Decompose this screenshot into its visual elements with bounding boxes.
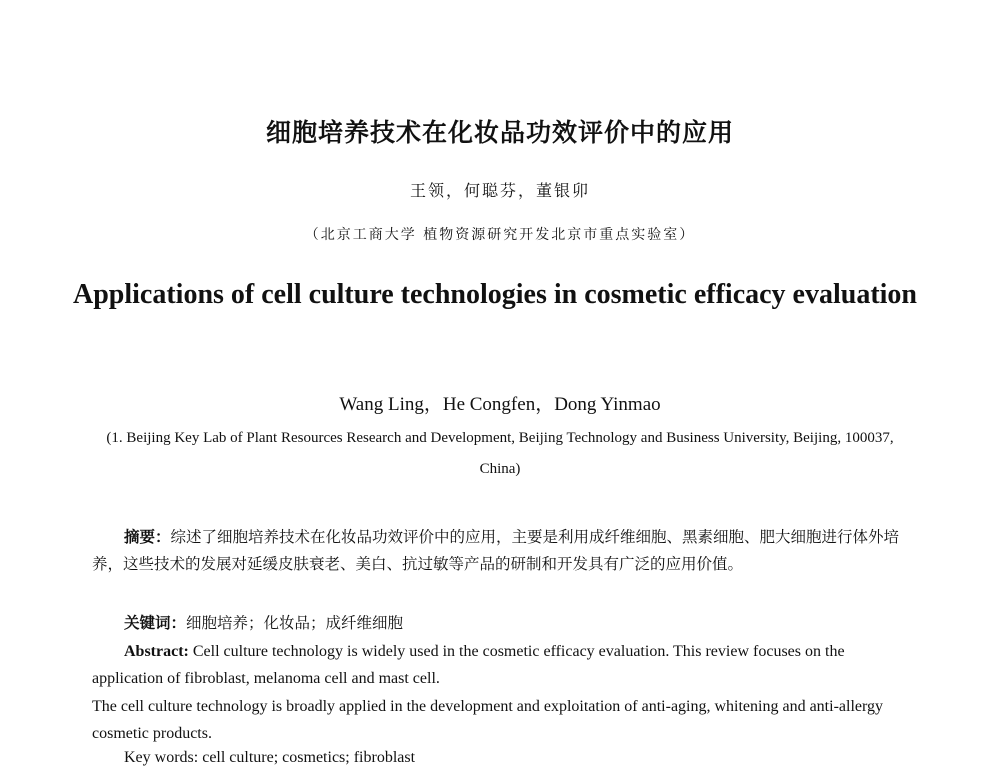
keywords-text-en: Key words: cell culture; cosmetics; fibroblast — [124, 749, 416, 766]
english-authors: Wang Ling，He Congfen，Dong Yinmao — [339, 394, 661, 415]
abstract-label-en: Abstract: — [124, 643, 189, 660]
chinese-title: 细胞培养技术在化妆品功效评价中的应用 — [265, 118, 734, 147]
chinese-affiliation: （北京工商大学 植物资源研究开发北京市重点实验室） — [304, 227, 696, 243]
english-abstract — [92, 638, 912, 692]
keywords-label-zh: 关键词： — [124, 613, 187, 632]
chinese-keywords — [92, 609, 912, 637]
abstract-text-en: Cell culture technology is widely used in the cosmetic efficacy evaluation. This review focuses on the application of fibroblast, melanoma cell and mast cell. — [92, 643, 845, 687]
abstract-text-en-2: The cell culture technology is broadly applied in the development and exploitation of anti-aging, whitening and anti-allergy cosmetic products. — [92, 698, 884, 742]
english-title: Applications of cell culture technologies in cosmetic efficacy evaluation — [72, 279, 918, 310]
abstract-text-zh: 综述了细胞培养技术在化妆品功效评价中的应用，主要是利用成纤维细胞、黑素细胞、肥大细胞进行体外培养，这些技术的发展对延缓皮肤衰老、美白、抗过敏等产品的研制和开发具有广泛的应用价值。 — [92, 528, 900, 573]
chinese-authors: 王领，何聪芬，董银卯 — [409, 181, 590, 200]
english-affiliation: (1. Beijing Key Lab of Plant Resources Research and Development, Beijing Technology and Business University, Beijing, 100037, China) — [106, 430, 894, 477]
chinese-abstract — [92, 523, 912, 578]
english-abstract-continued — [92, 693, 912, 747]
keywords-text-zh: 细胞培养；化妆品；成纤维细胞 — [186, 614, 404, 632]
english-keywords — [92, 744, 912, 771]
abstract-label-zh: 摘要： — [124, 527, 171, 546]
